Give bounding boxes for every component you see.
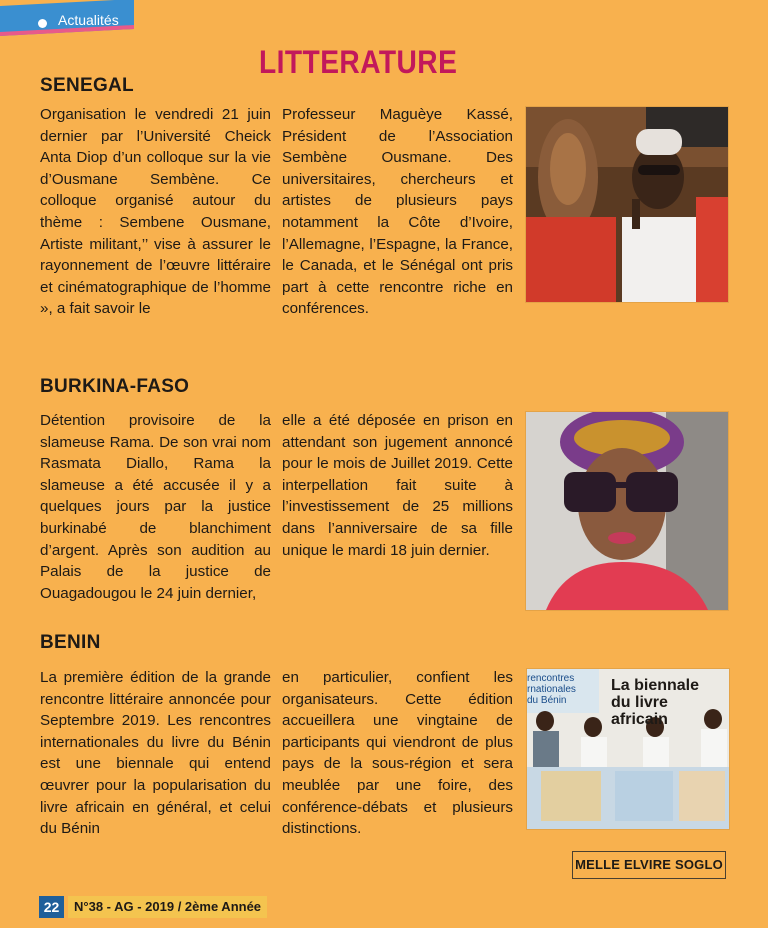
section-heading-benin: BENIN: [40, 632, 101, 653]
page-number: 22: [39, 896, 64, 918]
article-senegal-col1: Organisation le vendredi 21 juin dernier par l’Université Cheick Anta Diop d’un colloque sur la vie d’Ousmane Sembène. Ce colloque organisé autour du thème : Sembene Ousmane, Artiste militant,’’ vise à assurer le rayonnement de l’œuvre littéraire et cinématographique de l’homme », a fait savoir le: [40, 106, 271, 318]
article-senegal-col2: Professeur Maguèye Kassé, Président de l’Association Sembène Ousmane. Des universitaires, chercheurs et artistes de plusieurs pays notamment la Côte d’Ivoire, l’Allemagne, l’Espagne, la France, le Canada, et le Sénégal ont pris part à cette rencontre riche en conférences.: [282, 106, 513, 318]
photo-benin: [527, 669, 729, 829]
category-label: Actualités: [58, 12, 119, 28]
article-burkina-col2: elle a été déposée en prison en attendant son jugement annoncé pour le mois de Juillet 2019. Cette interpellation fait suite à l’investissement de 25 millions dans l’anniversaire de sa fille unique le mardi 18 juin dernier.: [282, 412, 513, 559]
banner-text-left: rencontres rnationales du Bénin: [527, 673, 576, 706]
photo-senegal: [526, 107, 728, 302]
article-benin-col1: La première édition de la grande rencontre littéraire annoncée pour Septembre 2019. Les rencontres internationales du livre du Bénin est une biennale qui entend œuvrer pour la popularisation du livre africain en général, et celui du Bénin: [40, 669, 271, 838]
section-heading-burkina-faso: BURKINA-FASO: [40, 376, 190, 397]
article-burkina-col1: Détention provisoire de la slameuse Rama. De son vrai nom Rasmata Diallo, Rama la slameuse a été accusée il y a quelques jours par la justice burkinabé de blanchiment d’argent. Après son audition au Palais de la justice de Ouagadougou le 24 juin dernier,: [40, 412, 271, 602]
article-benin-col2: en particulier, confient les organisateurs. Cette édition accueillera une vingtaine de participants qui viendront de plus pays de la sous-région et sera meublée par une foire, des conférence-débats et plusieurs distinctions.: [282, 669, 513, 838]
bullet-icon: [38, 19, 47, 28]
issue-info: N°38 - AG - 2019 / 2ème Année: [68, 896, 267, 918]
photo-burkina-faso: [526, 412, 728, 610]
author-signature: MELLE ELVIRE SOGLO: [572, 851, 726, 879]
page-title: LITTERATURE: [259, 44, 458, 80]
banner-text-right: La biennale du livre africain: [611, 677, 700, 728]
section-heading-senegal: SENEGAL: [40, 75, 134, 96]
